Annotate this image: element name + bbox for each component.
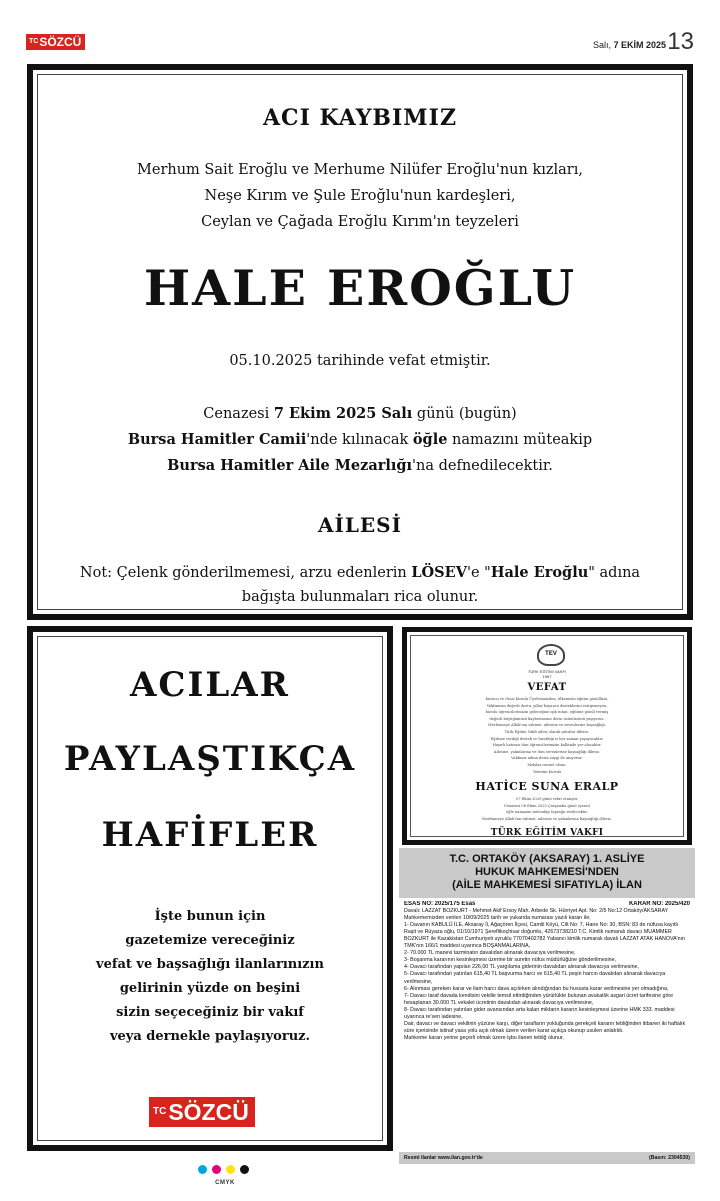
note-line-2: bağışta bulunmaları rica olunur. bbox=[241, 589, 479, 605]
tev-inner-frame bbox=[410, 635, 684, 837]
relation-line: Neşe Kırım ve Şule Eroğlu'nun kardeşleri, bbox=[204, 188, 516, 204]
obituary-inner-frame bbox=[37, 74, 683, 610]
tev-deceased-name: HATİCE SUNA ERALP bbox=[475, 780, 619, 793]
ad-headline-2: PAYLAŞTIKÇA bbox=[63, 739, 357, 779]
court-paragraph: 3- Boşanma kararının kesinleşmesi üzerine bir suretin nüfus müdürlüğüne gönderilmesine, bbox=[404, 957, 616, 964]
tev-obituary bbox=[402, 627, 692, 845]
court-paragraph: 2- 70.000 TL manevi tazminatın davalıdan alınarak davacıya verilmesine, bbox=[404, 950, 576, 957]
logo-tc: TC bbox=[29, 38, 39, 45]
tev-body-line: Merhumeye Allah'tan rahmet, ailesine ve sevenlerine başsağlığı, bbox=[488, 723, 606, 728]
tev-org-line: TÜRK EĞİTİM VAKFI bbox=[527, 669, 567, 674]
page-number: 13 bbox=[667, 28, 694, 55]
prayer-time: öğle bbox=[412, 431, 448, 448]
court-paragraph: Dair, davacı ve davacı vekilinin yüzüne karşı, diğer tarafların yokluğunda gerekçeli kararın tebliğinden itibaren iki haftalık süre içerisinde istinaf yasa yolu açık olmak üzere verilen karar açıkça okunup usulen anlatıldı. bbox=[404, 1020, 686, 1034]
note-text: " adına bbox=[588, 565, 641, 581]
tev-org-line: 1967 bbox=[542, 674, 552, 679]
court-paragraph: 8- Davacı tarafından yatırılan gider avansından arta kalan miktarın kararın kesinleşmesi üzerine HMK 333. maddesi uyarınca re'sen iadesine, bbox=[404, 1006, 675, 1020]
tev-body-line: Eğitime verdiği destek ve bıraktığı iz her zaman yaşayacaktır. bbox=[490, 736, 604, 741]
tev-title: VEFAT bbox=[527, 682, 567, 693]
yellow-dot-icon bbox=[226, 1165, 235, 1174]
obituary-notice bbox=[27, 64, 693, 620]
court-paragraph: Mahkememizden verilen 10/09/2025 tarih ve yukarıda numarası yazılı kararı ile; bbox=[404, 915, 591, 922]
logo-tc: TC bbox=[153, 1106, 167, 1117]
court-paragraph: 5- Davacı tarafından yatırılan 615,40 TL başvurma harcı ve 615,40 TL peşin harcın davalıdan alınarak davacıya verilmesine, bbox=[404, 971, 666, 985]
ad-headline-1: ACILAR bbox=[130, 665, 290, 705]
court-paragraph: 6- Alınması gereken karar ve ilam harcı dava açılırken alındığından bu hususta karar verilmesine yer olmadığına, bbox=[404, 985, 669, 992]
tev-org-name bbox=[411, 669, 683, 679]
black-dot-icon bbox=[240, 1165, 249, 1174]
ad-body bbox=[38, 905, 382, 1049]
tev-info-line: Cenazesi 08 Ekim 2025 Çarşamba günü (yarın) bbox=[503, 803, 591, 808]
court-notice-header bbox=[399, 848, 695, 898]
note-text: Not: Çelenk gönderilmemesi, arzu edenlerin bbox=[79, 565, 412, 581]
ad-body-line: gazetemize vereceğiniz bbox=[125, 933, 295, 948]
funeral-line-1 bbox=[38, 401, 682, 427]
magenta-dot-icon bbox=[212, 1165, 221, 1174]
official-ads-url: Resmi ilanlar www.ilan.gov.tr'de bbox=[404, 1155, 483, 1161]
logo-text: SÖZCÜ bbox=[39, 35, 82, 49]
obituary-note bbox=[58, 561, 662, 609]
ad-body-line: gelirinin yüzde on beşini bbox=[119, 981, 301, 996]
tev-logo-icon bbox=[537, 644, 565, 666]
tev-body-line: değerli büyüğümüzü kaybetmenin derin üzüntüsünü yaşıyoruz. bbox=[489, 716, 605, 721]
header-day: Salı, bbox=[592, 40, 611, 50]
funeral-line-2 bbox=[38, 427, 682, 453]
court-head-line: T.C. ORTAKÖY (AKSARAY) 1. ASLİYE bbox=[449, 853, 645, 865]
ad-body-line: sizin seçeceğiniz bir vakıf bbox=[116, 1005, 304, 1020]
press-number: (Basın: 2304530) bbox=[649, 1155, 690, 1161]
note-line-1 bbox=[58, 561, 662, 585]
case-number: ESAS NO: 2025/175 Esas bbox=[404, 901, 476, 907]
ad-body-line: veya dernekle paylaşıyoruz. bbox=[109, 1029, 311, 1044]
sozcu-logo bbox=[26, 34, 85, 50]
family-signature: AİLESİ bbox=[318, 513, 402, 537]
header-date-value: 7 EKİM 2025 bbox=[613, 40, 666, 50]
tev-funeral-info bbox=[429, 796, 665, 822]
funeral-details bbox=[38, 401, 682, 479]
tev-body bbox=[429, 696, 665, 775]
funeral-text: namazını müteakip bbox=[447, 432, 593, 448]
charity-name: LÖSEV bbox=[411, 564, 467, 581]
decision-number: KARAR NO: 2025/420 bbox=[628, 901, 690, 907]
death-date: 05.10.2025 tarihinde vefat etmiştir. bbox=[229, 353, 491, 369]
header-date bbox=[593, 40, 666, 50]
sozcu-logo-large bbox=[149, 1097, 255, 1127]
sozcu-charity-ad bbox=[27, 626, 393, 1151]
court-paragraph: 4- Davacı tarafından yapılan 226,00 TL yargılama giderinin davalıdan alınarak davacıya verilmesine, bbox=[404, 964, 639, 971]
mosque-name: Bursa Hamitler Camii bbox=[127, 431, 307, 448]
funeral-line-3 bbox=[38, 453, 682, 479]
tev-body-line: Türk Eğitim Vakfı ailesi olarak sabırlar dileriz. bbox=[504, 729, 590, 734]
cemetery-name: Bursa Hamitler Aile Mezarlığı bbox=[167, 457, 413, 474]
tev-body-line: Vakfımız adına derin saygı ile anıyoruz. bbox=[511, 756, 583, 761]
tev-body-line: Vakfımızın değerli dostu, yıllar boyunca desteklerini esirgemeyen, bbox=[486, 703, 608, 708]
obituary-relations bbox=[38, 157, 682, 235]
logo-text: SÖZCÜ bbox=[168, 1099, 249, 1125]
cmyk-registration-marks bbox=[195, 1165, 255, 1195]
tev-body-line: Mekânı cennet olsun. bbox=[527, 762, 567, 767]
cyan-dot-icon bbox=[198, 1165, 207, 1174]
court-paragraph: Mahkeme kararı yerine geçerli olmak üzere işbu ilanen tebliğ olunur. bbox=[404, 1034, 564, 1041]
ad-headline-3: HAFİFLER bbox=[101, 815, 319, 855]
tev-body-line: Ailesine, yakınlarına ve tüm sevenlerine başsağlığı dileriz. bbox=[493, 749, 601, 754]
tev-body-line: Yönetim Kurulu bbox=[532, 769, 562, 774]
ad-body-line: vefat ve başsağlığı ilanlarınızın bbox=[96, 957, 324, 972]
tev-logo-text: TEV bbox=[545, 651, 557, 657]
funeral-text: 'nde kılınacak bbox=[306, 432, 413, 448]
tev-info-line: öğle namazını müteakip toprağa verilecektir. bbox=[506, 810, 588, 815]
funeral-text: Cenazesi bbox=[203, 406, 274, 422]
court-paragraph: 7- Davacı taraf davada kendisini vekille temsil ettirdiğinden yürürlükte bulunan avukatlık asgari ücret tarifesine göre hesaplanan 30.000 TL vekalet ücretinin davalıdan alınarak davacıya verilmesine, bbox=[404, 992, 674, 1006]
cmyk-label: CMYK bbox=[215, 1180, 235, 1186]
ad-inner-frame bbox=[37, 636, 383, 1141]
tev-body-line: Kurucu ve Onur Kurulu Üyelerimizden, ülkemizin eğitim gönüllüsü, bbox=[485, 697, 609, 701]
note-text: 'e " bbox=[466, 565, 491, 581]
court-case-numbers bbox=[404, 901, 690, 908]
ad-body-line: İşte bunun için bbox=[154, 909, 266, 924]
court-paragraph: 1- Davanın KABULÜ İLE, Aksaray İl, Ağaçören İlçesi, Camili Köyü, Cilt No: 7, Hane No: 30, BSN: 83 de nüfusa kayıtlı Raşit ve Rüyaza oğlu, 01/10/1971 Şereflikoçhisar doğumlu, 42673738210 T.C. Kimlik numaralı davacı MUAMMER BOZKURT ile Kazakistan Cumhuriyeti uyruklu 77070402782 Yabancı kimlik numaralı davalı LAZZAT ATAK HANOVA'nın TMK'nın 166/1 maddesi uyarınca BOŞANMALARINA, bbox=[404, 922, 685, 950]
court-head-line: HUKUK MAHKEMESİ'NDEN bbox=[475, 866, 619, 878]
court-notice-body bbox=[404, 901, 690, 1149]
funeral-text: 'na defnedilecektir. bbox=[412, 458, 553, 474]
obituary-title: ACI KAYBIMIZ bbox=[262, 105, 458, 131]
relation-line: Ceylan ve Çağada Eroğlu Kırım'ın teyzeleri bbox=[201, 214, 519, 230]
page-header bbox=[0, 0, 720, 60]
deceased-name: HALE EROĞLU bbox=[143, 259, 577, 317]
donation-name: Hale Eroğlu bbox=[490, 564, 589, 581]
tev-signature: TÜRK EĞİTİM VAKFI bbox=[490, 828, 604, 837]
funeral-date: 7 Ekim 2025 Salı bbox=[273, 405, 413, 422]
court-paragraph: Davalı: LAZZAT BOZKURT - Mehmet Akif Ersoy Mah. Arbede Sk. Hürriyet Apt. No: 2/5 No:12 Ortaköy/AKSARAY bbox=[404, 908, 669, 915]
tev-body-line: burslu öğrencilerimizin geleceğine ışık tutan, eğitime gönül vermiş bbox=[485, 710, 609, 715]
funeral-text: günü (bugün) bbox=[412, 406, 517, 422]
tev-body-line: Hayırlı hatırası tüm öğrencilerimizin kalbinde yer alacaktır. bbox=[492, 743, 602, 748]
court-notice-footer bbox=[399, 1152, 695, 1164]
court-head-line: (AİLE MAHKEMESİ SIFATIYLA) İLAN bbox=[452, 879, 642, 891]
tev-info-line: Merhumeye Allah'tan rahmet, ailesine ve yakınlarına başsağlığı dileriz. bbox=[482, 816, 612, 821]
court-notice bbox=[399, 848, 695, 1166]
relation-line: Merhum Sait Eroğlu ve Merhume Nilüfer Eroğlu'nun kızları, bbox=[137, 162, 583, 178]
tev-info-line: 07 Ekim 2025 günü vefat etmiştir. bbox=[515, 797, 579, 801]
